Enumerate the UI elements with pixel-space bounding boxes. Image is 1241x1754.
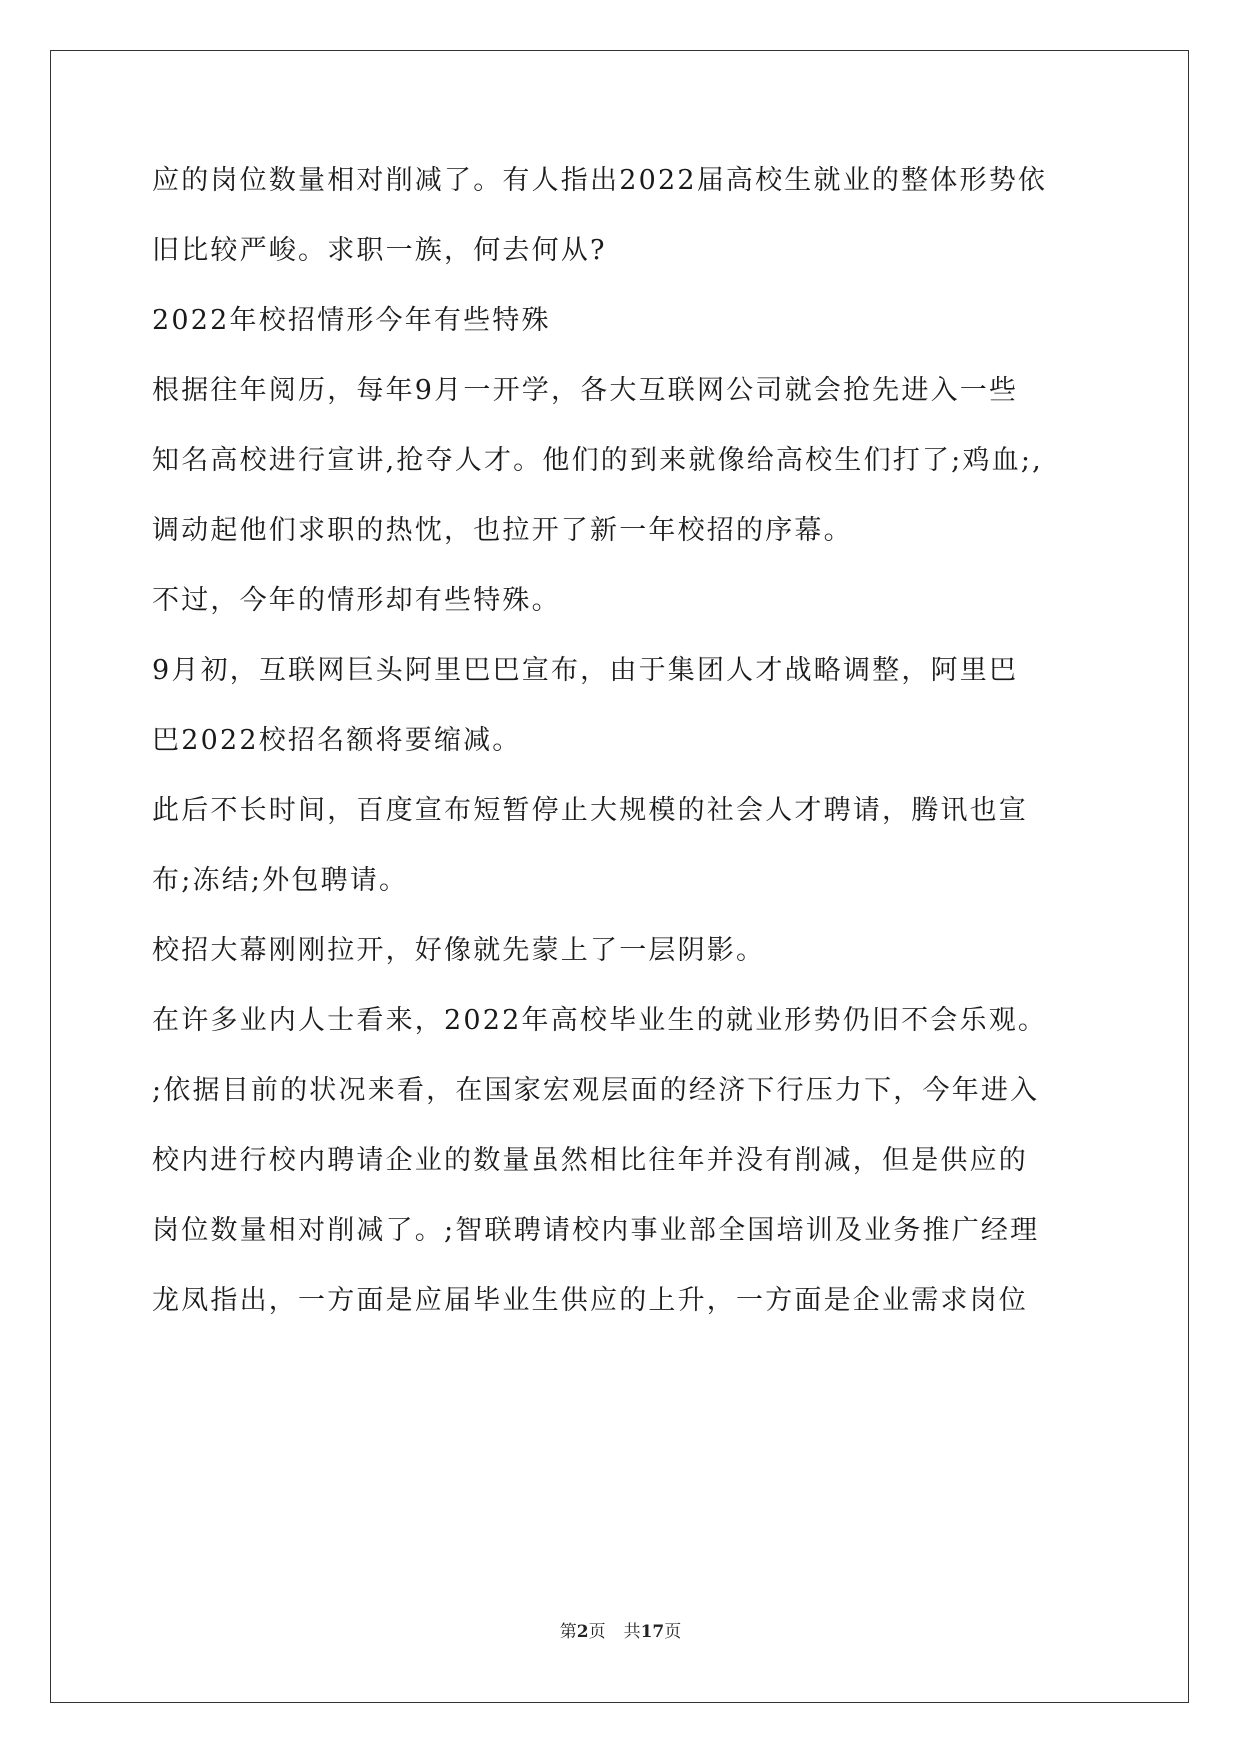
text-line: 应的岗位数量相对削减了。有人指出2022届高校生就业的整体形势依 [152,165,1048,196]
total-suffix: 页 [664,1622,682,1642]
text-line: 根据往年阅历，每年9月一开学，各大互联网公司就会抢先进入一些 [152,375,1019,406]
section-heading: 2022年校招情形今年有些特殊 [152,305,551,336]
text-line: 知名高校进行宣讲,抢夺人才。他们的到来就像给高校生们打了;鸡血;, [152,445,1043,476]
page-current: 2 [576,1622,589,1642]
page-footer [0,1622,1241,1642]
text-line: 在许多业内人士看来，2022年高校毕业生的就业形势仍旧不会乐观。 [152,1005,1048,1036]
text-line: 布;冻结;外包聘请。 [152,865,409,896]
text-line: 校内进行校内聘请企业的数量虽然相比往年并没有削减，但是供应的 [152,1145,1028,1176]
text-line: 9月初，互联网巨头阿里巴巴宣布，由于集团人才战略调整，阿里巴 [152,655,1019,686]
page-suffix: 页 [588,1622,606,1642]
text-line: 调动起他们求职的热忱，也拉开了新一年校招的序幕。 [152,515,853,546]
text-line: 岗位数量相对削减了。;智联聘请校内事业部全国培训及业务推广经理 [152,1215,1040,1246]
text-line: 旧比较严峻。求职一族，何去何从? [152,235,607,266]
page-prefix: 第 [559,1622,577,1642]
text-line: 此后不长时间，百度宣布短暂停止大规模的社会人才聘请，腾讯也宣 [152,795,1028,826]
text-line: 不过，今年的情形却有些特殊。 [152,585,561,616]
page-total: 17 [640,1622,665,1642]
text-line: 巴2022校招名额将要缩减。 [152,725,522,756]
text-line: 龙凤指出，一方面是应届毕业生供应的上升，一方面是企业需求岗位 [152,1285,1028,1316]
document-body [152,166,1092,1356]
text-line: ;依据目前的状况来看，在国家宏观层面的经济下行压力下，今年进入 [152,1075,1040,1106]
text-line: 校招大幕刚刚拉开，好像就先蒙上了一层阴影。 [152,935,766,966]
total-prefix: 共 [623,1622,641,1642]
